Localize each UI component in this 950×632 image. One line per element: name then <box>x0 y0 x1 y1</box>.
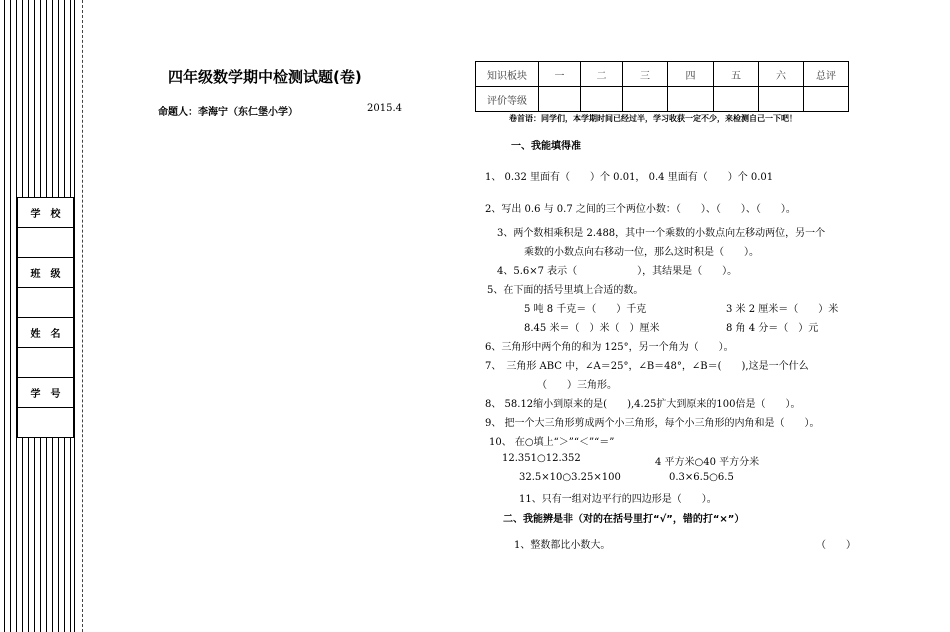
class-field[interactable] <box>18 288 74 318</box>
eval-row-label: 评价等级 <box>476 87 539 112</box>
binding-line <box>10 0 11 632</box>
question-10b: 4 平方米○40 平方分米 <box>655 457 760 468</box>
binding-line <box>74 0 75 632</box>
eval-header-cell: 一 <box>539 62 581 87</box>
question-10a: 12.351○12.352 <box>502 453 581 464</box>
cut-line <box>82 0 83 632</box>
eval-header-cell: 四 <box>668 62 714 87</box>
name-field[interactable] <box>18 348 74 378</box>
question-7-line1: 7、 三角形 ABC 中，∠A＝25°，∠B＝48°，∠B＝( ),这是一个什么 <box>485 361 809 372</box>
question-6: 6、三角形中两个角的和为 125°，另一个角为（ ）。 <box>485 342 734 353</box>
question-10d: 0.3×6.5○6.5 <box>669 472 734 483</box>
section-heading: 一、我能填得准 <box>511 141 581 152</box>
question-3-line1: 3、两个数相乘积是 2.488，其中一个乘数的小数点向左移动两位，另一个 <box>497 228 826 239</box>
eval-cell[interactable] <box>668 87 714 112</box>
author: 命题人：李海宁（东仁堡小学） <box>158 107 298 118</box>
date: 2015.4 <box>367 103 402 114</box>
question-2: 2、写出 0.6 与 0.7 之间的三个两位小数：（ ）、（ ）、（ ）。 <box>485 204 796 215</box>
page-title: 四年级数学期中检测试题(卷) <box>168 68 362 86</box>
section-heading: 二、我能辨是非（对的在括号里打“√”，错的打“×”） <box>503 514 745 525</box>
student-info-table <box>17 197 74 438</box>
eval-header-cell: 五 <box>714 62 759 87</box>
eval-cell[interactable] <box>623 87 668 112</box>
eval-cell[interactable] <box>804 87 849 112</box>
question-8: 8、 58.12缩小到原来的是( ),4.25扩大到原来的100倍是（ ）。 <box>485 399 801 410</box>
name-label: 姓 名 <box>18 318 74 348</box>
question-5d: 8 角 4 分＝（ ）元 <box>726 323 819 334</box>
eval-header-cell: 总评 <box>804 62 849 87</box>
question-10c: 32.5×10○3.25×100 <box>519 472 621 483</box>
eval-header-cell: 六 <box>759 62 804 87</box>
eval-header-cell: 知识板块 <box>476 62 539 87</box>
eval-cell[interactable] <box>581 87 623 112</box>
class-label: 班 级 <box>18 258 74 288</box>
question-10: 10、 在○填上“＞”“＜”“＝” <box>489 437 615 448</box>
student-id-field[interactable] <box>18 408 74 438</box>
question-7-line2: （ ）三角形。 <box>537 380 617 391</box>
eval-header-cell: 三 <box>623 62 668 87</box>
eval-cell[interactable] <box>759 87 804 112</box>
question-5b: 3 米 2 厘米＝（ ）米 <box>726 304 839 315</box>
eval-cell[interactable] <box>714 87 759 112</box>
student-id-label: 学 号 <box>18 378 74 408</box>
question-5a: 5 吨 8 千克＝（ ）千克 <box>524 304 647 315</box>
evaluation-table <box>475 61 849 112</box>
question-1: 1、 0.32 里面有（ ）个 0.01， 0.4 里面有（ ）个 0.01 <box>485 172 774 183</box>
true-false-question-1: 1、整数都比小数大。 <box>514 540 611 551</box>
preface: 卷首语：同学们，本学期时间已经过半，学习收获一定不少，来检测自己一下吧！ <box>509 114 797 123</box>
question-11: 11、只有一组对边平行的四边形是（ ）。 <box>519 494 717 505</box>
eval-cell[interactable] <box>539 87 581 112</box>
question-4: 4、5.6×7 表示（ ），其结果是（ ）。 <box>497 266 738 277</box>
eval-header-cell: 二 <box>581 62 623 87</box>
school-field[interactable] <box>18 228 74 258</box>
question-9: 9、 把一个大三角形剪成两个小三角形，每个小三角形的内角和是（ ）。 <box>485 418 820 429</box>
question-5c: 8.45 米＝（ ）米（ ）厘米 <box>524 323 660 334</box>
question-3-line2: 乘数的小数点向右移动一位，那么这时积是（ ）。 <box>524 247 759 258</box>
school-label: 学 校 <box>18 198 74 228</box>
question-5: 5、在下面的括号里填上合适的数。 <box>487 285 644 296</box>
answer-paren[interactable]: （ ） <box>816 540 856 551</box>
binding-line <box>4 0 5 632</box>
